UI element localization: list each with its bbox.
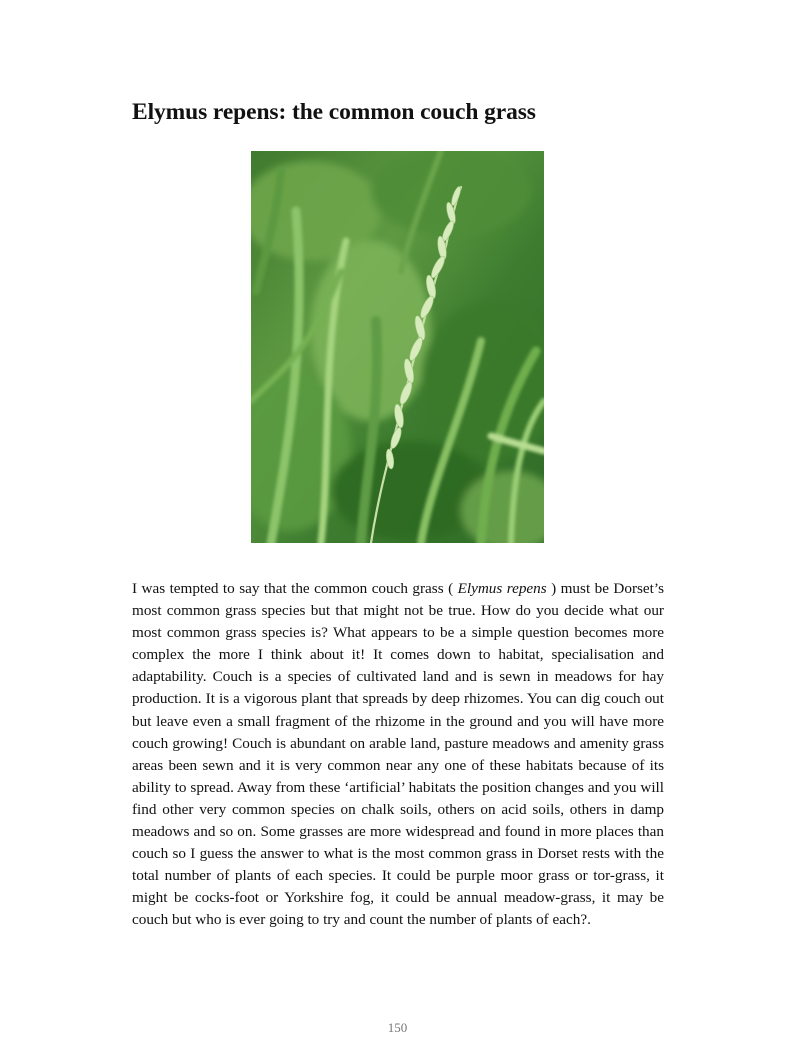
page-number: 150 (387, 1020, 408, 1035)
species-name: Elymus repens (457, 580, 547, 597)
paragraph-text-rest: ) must be Dorset’s most common grass species but that might not be true. How do you decide what our most common grass species is? What appears to be a simple question becomes more complex the more I think about it! It comes down to habitat, specialisation and adaptability. Couch is a species of cultivated land and is sewn in meadows for hay production. It is a vigorous plant that spreads by deep rhizomes. You can dig couch out but leave even a small fragment of the rhizome in the ground and you will have more couch growing! Couch is abundant on arable land, pasture meadows and amenity grass areas been sewn and it is very common near any one of these habitats because of its ability to spread. Away from these ‘artificial’ habitats the position changes and you will find other very common species on chalk soils, others on acid soils, others in damp meadows and so on. Some grasses are more widespread and found in more places than couch so I guess the answer to what is the most common grass in Dorset rests with the total number of plants of each species. It could be purple moor grass or tor-grass, it might be cocks-foot or Yorkshire fog, it could be annual meadow-grass, it may be couch but who is ever going to try and count the number of plants of each?. (132, 580, 665, 929)
grass-photo (251, 151, 544, 543)
page-title: Elymus repens: the common couch grass (132, 99, 536, 125)
paragraph-text-start: I was tempted to say that the common couch grass ( (132, 580, 458, 597)
body-paragraph (132, 578, 664, 932)
